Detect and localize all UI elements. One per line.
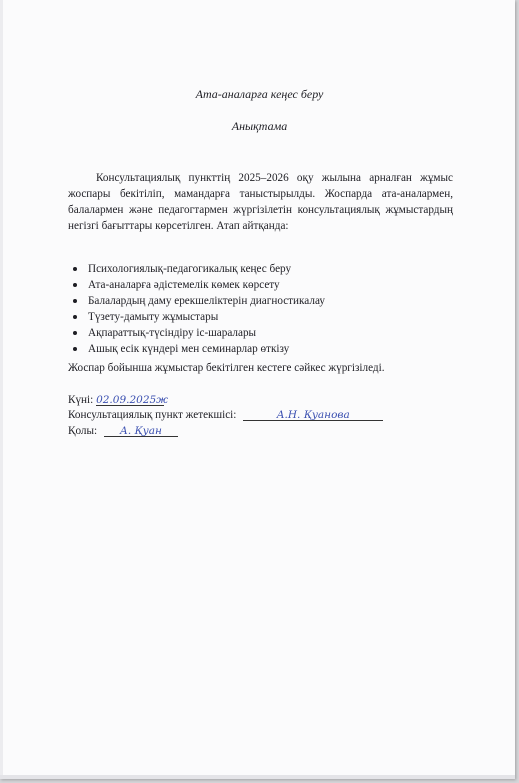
list-item: Ашық есік күндері мен семинарлар өткізу <box>68 341 398 357</box>
bullet-list <box>68 261 398 357</box>
page-edge-bottom <box>0 775 515 779</box>
page-edge-left <box>0 0 3 779</box>
document-title: Ата-аналарға кеңес беру <box>195 87 324 101</box>
list-item: Балалардың даму ерекшеліктерін диагностикалау <box>68 293 398 309</box>
list-item: Түзету-дамыту жұмыстары <box>68 309 398 325</box>
list-item: Ата-аналарға әдістемелік көмек көрсету <box>68 277 398 293</box>
date-label: Күні: <box>68 394 94 406</box>
date-row <box>68 393 169 407</box>
signature-handwritten: А. Қуан <box>104 424 178 437</box>
signature-row <box>68 424 178 438</box>
head-label: Консультациялық пункт жетекшісі: <box>68 409 237 421</box>
date-handwritten: 02.09.2025ж <box>96 394 169 406</box>
list-item: Психологиялық-педагогикалық кеңес беру <box>68 261 398 277</box>
signature-label: Қолы: <box>68 425 98 437</box>
list-item: Ақпараттық-түсіндіру іс-шаралары <box>68 325 398 341</box>
document-subtitle: Анықтама <box>231 119 288 133</box>
closing-sentence: Жоспар бойынша жұмыстар бекітілген кестеге сәйкес жүргізіледі. <box>68 362 385 374</box>
head-signature: А.Н. Қуанова <box>243 408 383 421</box>
head-row <box>68 408 383 422</box>
intro-paragraph: Консультациялық пункттің 2025–2026 оқу жылына арналған жұмыс жоспары бекітіліп, мамандарға таныстырылды. Жоспарда ата-аналармен, балалармен және педагогтармен жүргізілетін консультациялық жұмыстардың негізгі бағыттары көрсетілген. Атап айтқанда: <box>68 172 453 232</box>
